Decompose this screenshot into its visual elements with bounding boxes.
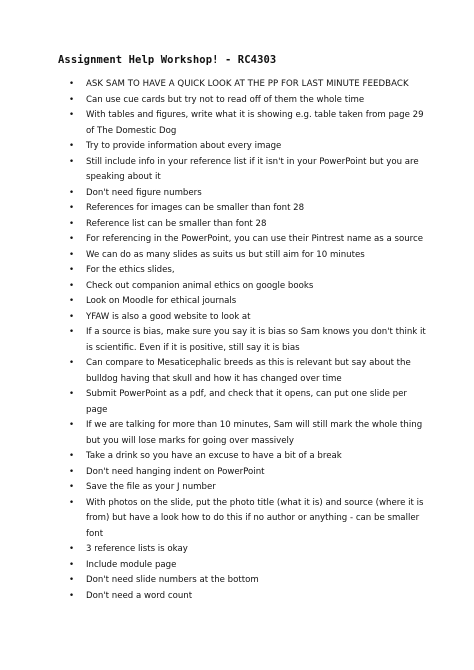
document-title: Assignment Help Workshop! - RC4303 [58,54,277,66]
list-item: • Save the file as your J number [86,480,426,496]
list-item: • If we are talking for more than 10 minutes, Sam will still mark the whole thing but you will lose marks for going over massively [86,418,426,449]
list-item: • Don't need slide numbers at the bottom [86,573,426,589]
list-item: • Can use cue cards but try not to read off of them the whole time [86,93,426,109]
list-item: • 3 reference lists is okay [86,542,426,558]
list-item: • Can compare to Mesaticephalic breeds as this is relevant but say about the bulldog having that skull and how it has changed over time [86,356,426,387]
list-item: • For referencing in the PowerPoint, you can use their Pintrest name as a source [86,232,426,248]
list-item: • ASK SAM TO HAVE A QUICK LOOK AT THE PP FOR LAST MINUTE FEEDBACK [86,77,426,93]
list-item: • For the ethics slides, [86,263,426,279]
list-item: • References for images can be smaller than font 28 [86,201,426,217]
bullet-list [86,77,426,604]
list-item: • We can do as many slides as suits us but still aim for 10 minutes [86,248,426,264]
list-item: • Still include info in your reference list if it isn't in your PowerPoint but you are speaking about it [86,155,426,186]
list-item: • Don't need figure numbers [86,186,426,202]
list-item: • With tables and figures, write what it is showing e.g. table taken from page 29 of The Domestic Dog [86,108,426,139]
list-item: • Reference list can be smaller than font 28 [86,217,426,233]
list-item: • Look on Moodle for ethical journals [86,294,426,310]
list-item: • Take a drink so you have an excuse to have a bit of a break [86,449,426,465]
list-item: • Don't need a word count [86,589,426,605]
list-item: • Try to provide information about every image [86,139,426,155]
list-item: • With photos on the slide, put the photo title (what it is) and source (where it is from) but have a look how to do this if no author or anything - can be smaller font [86,496,426,543]
list-item: • Don't need hanging indent on PowerPoint [86,465,426,481]
list-item: • YFAW is also a good website to look at [86,310,426,326]
list-item: • Submit PowerPoint as a pdf, and check that it opens, can put one slide per page [86,387,426,418]
list-item: • Include module page [86,558,426,574]
list-item: • Check out companion animal ethics on google books [86,279,426,295]
list-item: • If a source is bias, make sure you say it is bias so Sam knows you don't think it is scientific. Even if it is positive, still say it is bias [86,325,426,356]
